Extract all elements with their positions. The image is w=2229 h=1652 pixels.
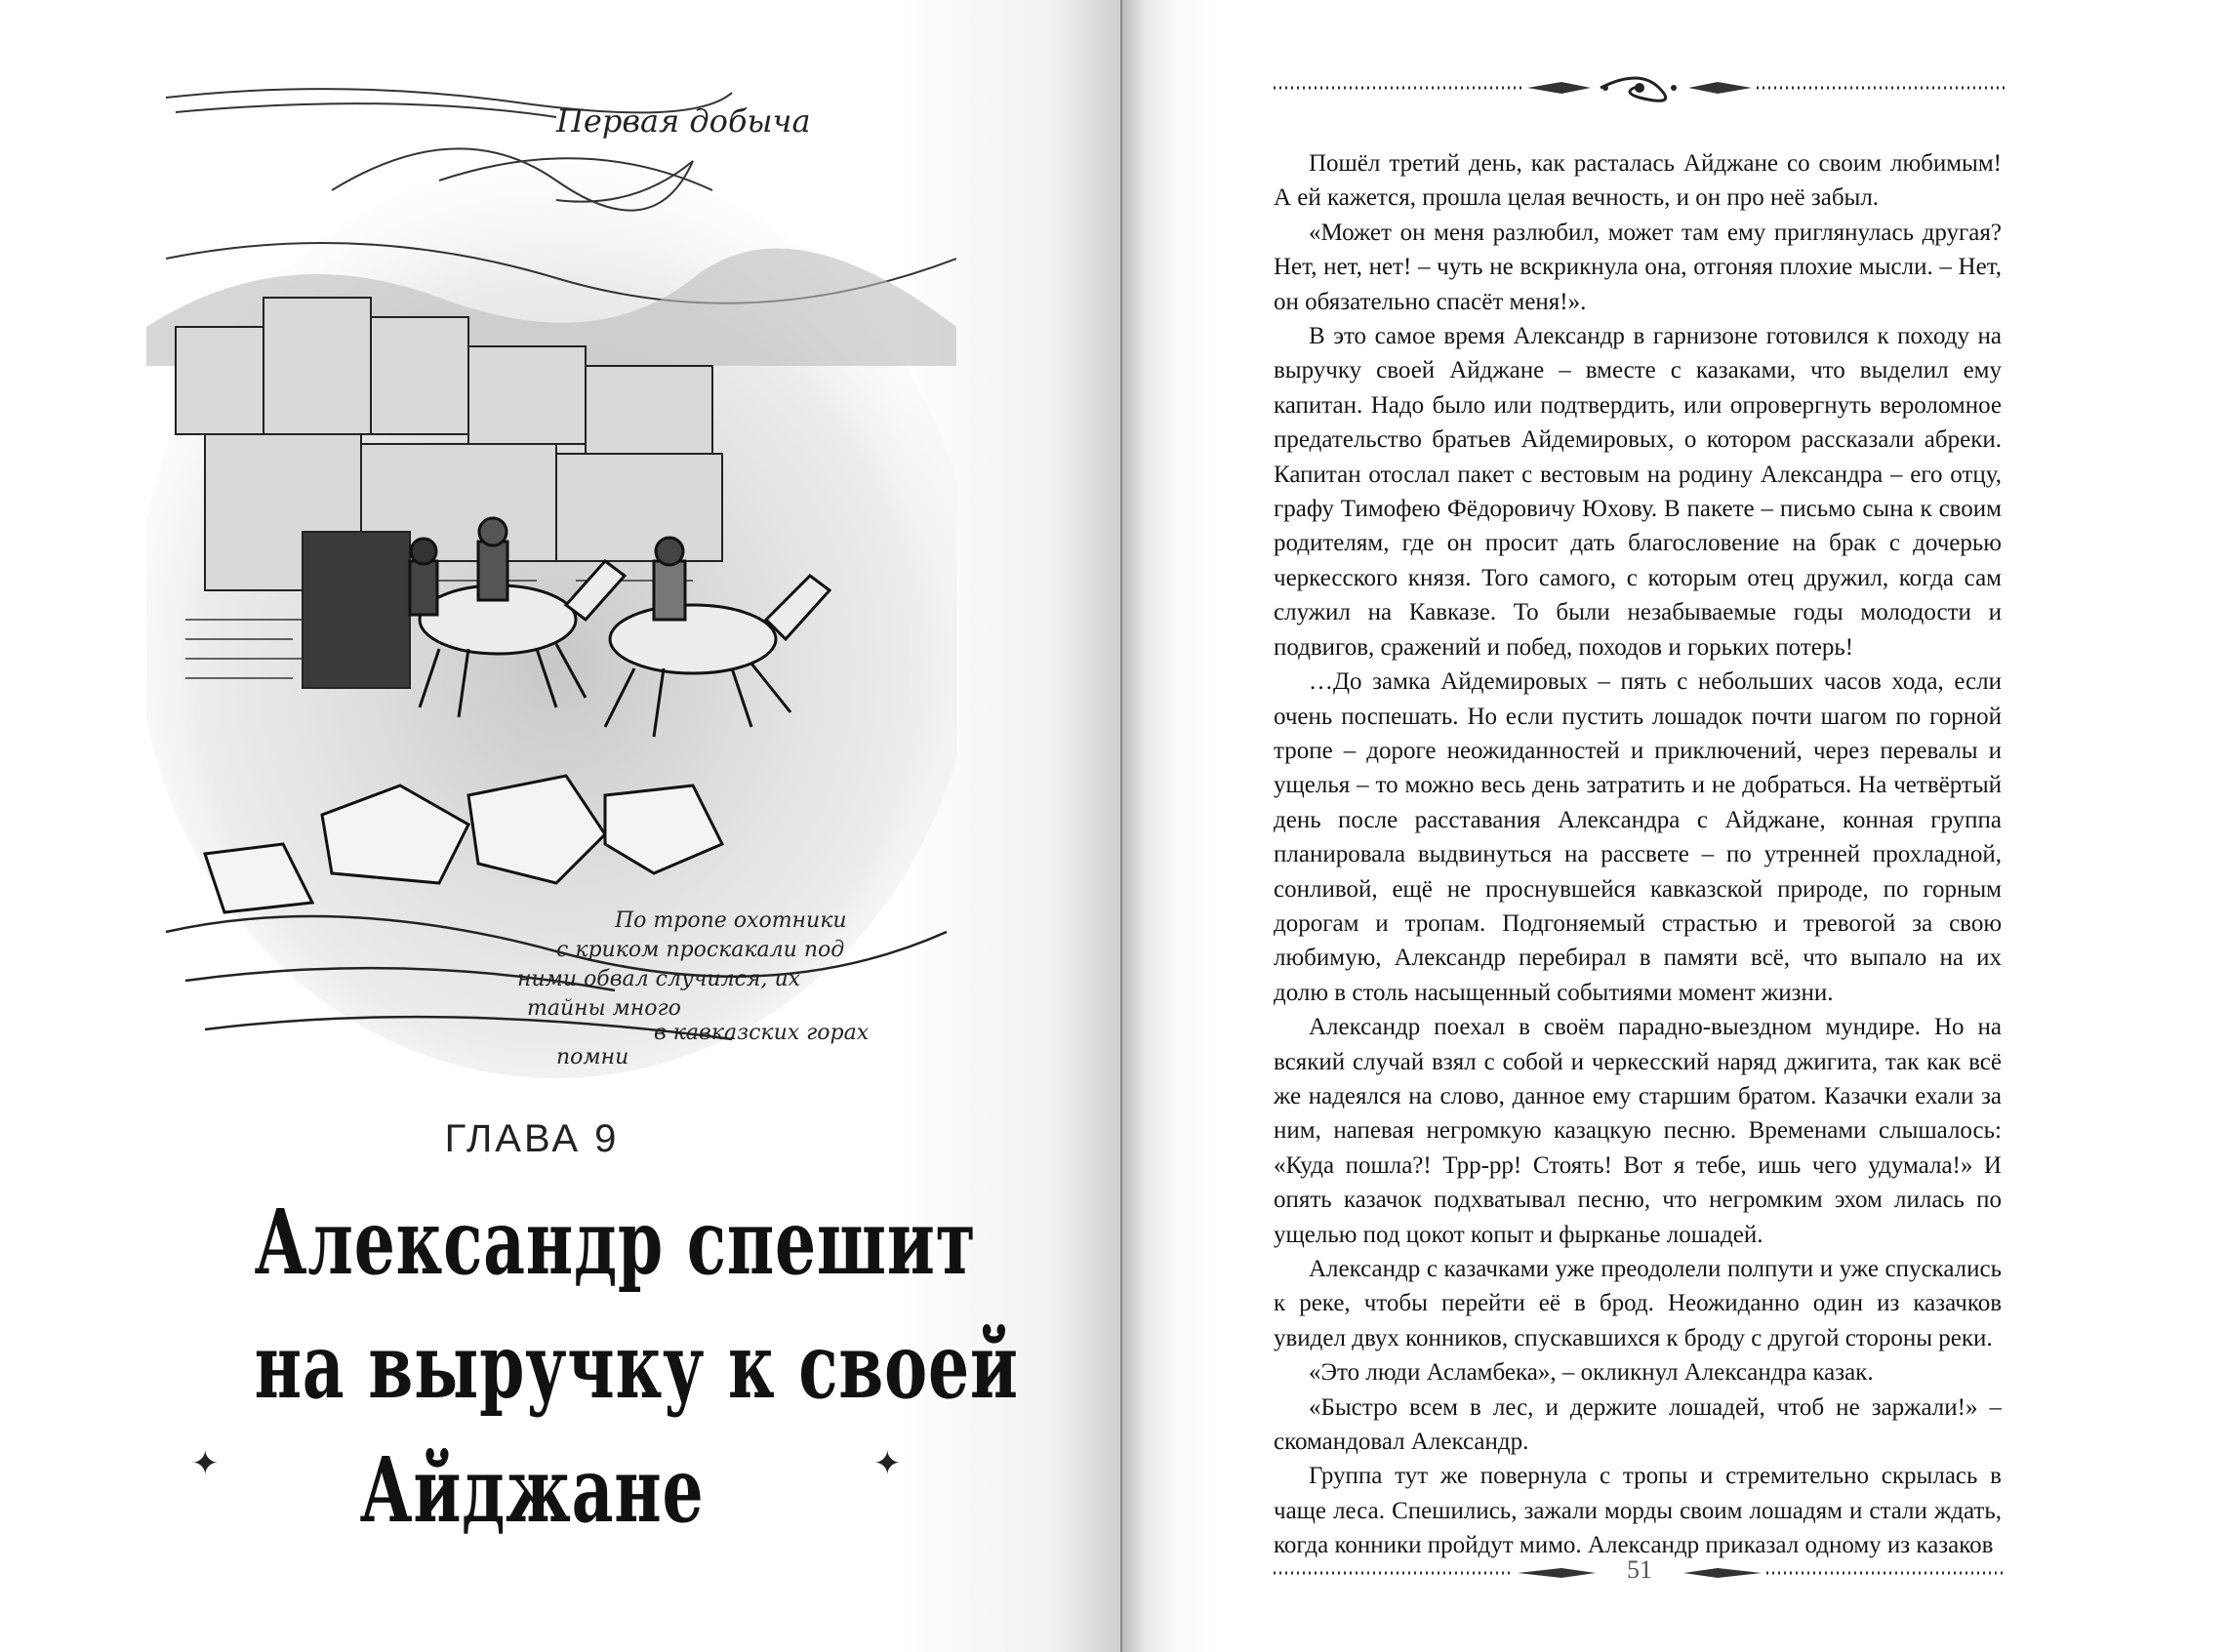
- paragraph: …До замка Айдемировых – пять с небольших часов хода, если очень поспешать. Но если пустить лошадок почти шагом по горной тропе – дороге неожиданностей и приключений, через перевалы и ущелья – то можно весь день затратить и не добраться. На четвёртый день после расставания Александра с Айджане, конная группа планировала выдвинуться на рассвете – по утренней прохладной, сонливой, ещё не проснувшейся кавказской природе, по горным дорогам и тропам. Подгоняемый страстью и тревогой за свою любимую, Александр перебирал в памяти всё, что выпало на их долю в столь насыщенный событиями момент жизни.: [1274, 668, 2002, 1006]
- chapter-illustration: [146, 73, 956, 1098]
- paragraph: «Может он меня разлюбил, может там ему приглянулась другая? Нет, нет, нет! – чуть не вскрикнула она, отгоняя плохие мысли. – Нет, он обязательно спасёт меня!».: [1274, 219, 2002, 315]
- svg-text:в кавказских горах: в кавказских горах: [654, 1021, 870, 1045]
- paragraph: Александр с казачками уже преодолели полпути и уже спускались к реке, чтобы перейти её в брод. Неожиданно один из казачков увидел двух конников, спускавшихся к броду с другой стороны реки.: [1274, 1256, 2002, 1351]
- caption-top: Первая добыча: [556, 102, 811, 140]
- svg-text:помни: помни: [556, 1045, 629, 1069]
- ornament-star-icon: ✦: [191, 1446, 220, 1482]
- chapter-title: [254, 1181, 1019, 1552]
- svg-text:тайны много: тайны много: [527, 996, 681, 1021]
- paragraph: «Быстро всем в лес, и держите лошадей, чтоб не заржали!» – скомандовал Александр.: [1274, 1393, 2002, 1456]
- ornament-star-icon: ✦: [873, 1446, 902, 1482]
- body-text: [1274, 146, 2002, 1563]
- paragraph: Пошёл третий день, как расталась Айджане со своим любимым! А ей кажется, прошла целая вечность, и он про неё забыл.: [1274, 150, 2002, 212]
- paragraph: Группа тут же повернула с тропы и стремительно скрылась в чаще леса. Спешились, зажали морды своим лошадям и стали ждать, когда конники пройдут мимо. Александр приказал одному из казаков: [1274, 1463, 2002, 1559]
- svg-text:По тропе охотники: По тропе охотники: [615, 908, 847, 933]
- chapter-title-line: Айджане: [359, 1437, 705, 1543]
- svg-text:с криком проскакали под: с криком проскакали под: [556, 938, 845, 962]
- svg-text:ними обвал случился, их: ними обвал случился, их: [517, 967, 801, 991]
- chapter-title-line: Александр спешит: [254, 1189, 977, 1295]
- page-number: 51: [1627, 1555, 1652, 1584]
- chapter-label: ГЛАВА 9: [444, 1117, 620, 1160]
- header-ornament: [1269, 68, 2010, 107]
- paragraph: Александр поехал в своём парадно-выездном мундире. Но на всякий случай взял с собой и черкесский наряд джигита, так как всё же надеялся на слово, данное ему старшим братом. Казачки ехали за ним, напевая негромкую казацкую песню. Временами слышалось: «Куда пошла?! Трр-рр! Стоять! Вот я тебе, ишь чего удумала!» И опять казачок подхватывал песню, что негромким эхом лилась по ущелью под цокот копыт и фырканье лошадей.: [1274, 1014, 2002, 1248]
- chapter-title-line: на выручку к своей: [254, 1313, 1019, 1419]
- paragraph: В это самое время Александр в гарнизоне готовился к походу на выручку своей Айджане – вместе с казаками, что выделил ему капитан. Надо было или подтвердить, или опровергнуть вероломное предательство братьев Айдемировых, о котором рассказали абреки. Капитан отослал пакет с вестовым на родину Александра – его отцу, графу Тимофею Фёдоровичу Юхову. В пакете – письмо сына к своим родителям, где он просит дать благословение на брак с дочерью черкесского князя. Того самого, с которым отец дружил, когда сам служил на Кавказе. То были незабываемые годы молодости и подвигов, сражений и побед, походов и горьких потерь!: [1274, 323, 2002, 661]
- paragraph: «Это люди Асламбека», – окликнул Александра казак.: [1309, 1359, 1874, 1387]
